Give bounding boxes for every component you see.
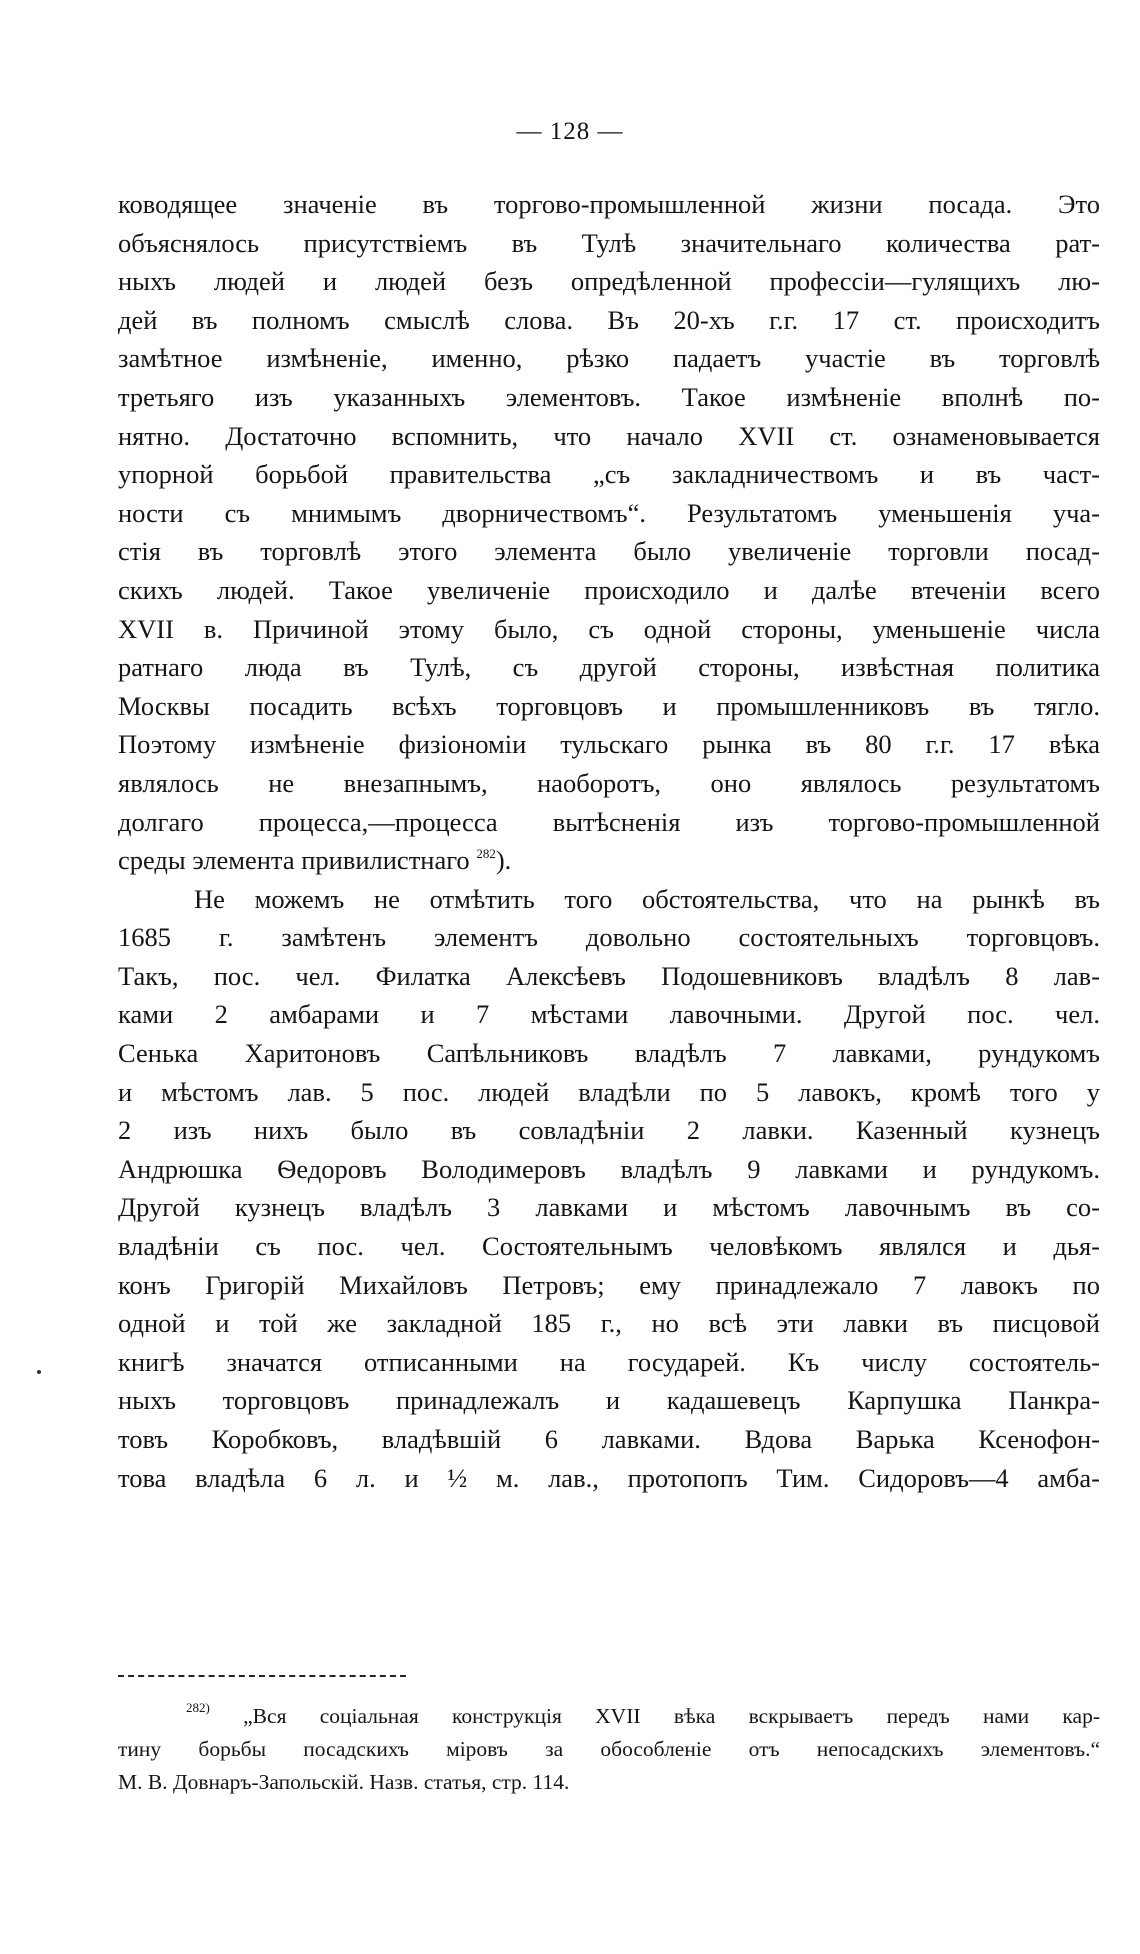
footnote-marker: 282) — [186, 1700, 210, 1715]
text-line: стія въ торговлѣ этого элемента было увеличеніе торговли посад- — [118, 536, 1100, 567]
text-line: одной и той же закладной 185 г., но всѣ эти лавки въ писцовой — [118, 1308, 1100, 1339]
footnote-text: „Вся соціальная конструкція XVII вѣка вскрываетъ передъ нами кар- — [243, 1704, 1100, 1728]
stray-dot — [37, 1370, 41, 1374]
text-line: упорной борьбой правительства „съ закладничествомъ и въ част- — [118, 459, 1100, 490]
text-line: замѣтное измѣненіе, именно, рѣзко падаетъ участіе въ торговлѣ — [118, 343, 1100, 374]
text-line: скихъ людей. Такое увеличеніе происходило и далѣе втеченіи всего — [118, 574, 1100, 605]
footnote-reference-suffix: ). — [495, 845, 512, 876]
text-line: 2 изъ нихъ было въ совладѣніи 2 лавки. Казенный кузнецъ — [118, 1115, 1100, 1146]
page-number: — 128 — — [516, 118, 624, 145]
text-line: третьяго изъ указанныхъ элементовъ. Такое измѣненіе вполнѣ по- — [118, 381, 1100, 412]
footnote-divider — [118, 1675, 406, 1677]
text-line: ности съ мнимымъ дворничествомъ“. Результатомъ уменьшенія уча- — [118, 497, 1100, 528]
text-line-content: среды элемента привилистнаго — [118, 845, 470, 876]
text-line: конъ Григорій Михайловъ Петровъ; ему принадлежало 7 лавокъ по — [118, 1269, 1100, 1300]
text-line: Поэтому измѣненіе физіономіи тульскаго рынка въ 80 г.г. 17 вѣка — [118, 729, 1100, 760]
text-line: объяснялось присутствіемъ въ Тулѣ значительнаго количества рат- — [118, 227, 1100, 258]
text-line: това владѣла 6 л. и ½ м. лав., протопопъ Тим. Сидоровъ—4 амба- — [118, 1462, 1100, 1493]
text-line: Другой кузнецъ владѣлъ 3 лавками и мѣстомъ лавочнымъ въ со- — [118, 1192, 1100, 1223]
text-line: ныхъ людей и людей безъ опредѣленной профессіи—гулящихъ лю- — [118, 266, 1100, 297]
footnote-reference: 282 — [476, 846, 496, 862]
text-line: товъ Коробковъ, владѣвшій 6 лавками. Вдова Варька Ксенофон- — [118, 1424, 1100, 1454]
text-line: являлось не внезапнымъ, наоборотъ, оно являлось результатомъ — [118, 767, 1100, 798]
footnote-line: тину борьбы посадскихъ міровъ за обособленіе отъ непосадскихъ элементовъ.“ — [118, 1737, 1100, 1761]
text-line: 1685 г. замѣтенъ элементъ довольно состоятельныхъ торговцовъ. — [118, 922, 1100, 953]
footnote-line: М. В. Довнаръ-Запольскій. Назв. статья, стр. 114. — [118, 1770, 570, 1794]
text-line: долгаго процесса,—процесса вытѣсненія изъ торгово-промышленной — [118, 806, 1100, 837]
text-line: Москвы посадить всѣхъ торговцовъ и промышленниковъ въ тягло. — [118, 690, 1100, 721]
text-line-paragraph-end — [118, 841, 1100, 880]
footnote-block — [118, 1700, 1100, 1799]
text-line: нятно. Достаточно вспомнить, что начало XVII ст. ознаменовывается — [118, 420, 1100, 451]
text-line: Такъ, пос. чел. Филатка Алексѣевъ Подошевниковъ владѣлъ 8 лав- — [118, 960, 1100, 991]
text-line: Сенька Харитоновъ Сапѣльниковъ владѣлъ 7 лавками, рундукомъ — [118, 1038, 1100, 1069]
body-text — [118, 185, 1100, 1497]
text-line: Андрюшка Ѳедоровъ Володимеровъ владѣлъ 9 лавками и рундукомъ. — [118, 1153, 1100, 1184]
text-line-paragraph-start: Не можемъ не отмѣтить того обстоятельства, что на рынкѣ въ — [194, 883, 1100, 914]
text-line: ками 2 амбарами и 7 мѣстами лавочными. Другой пос. чел. — [118, 999, 1100, 1030]
text-line: ныхъ торговцовъ принадлежалъ и кадашевецъ Карпушка Панкра- — [118, 1385, 1100, 1416]
text-line: и мѣстомъ лав. 5 пос. людей владѣли по 5 лавокъ, кромѣ того у — [118, 1076, 1100, 1107]
footnote-line — [118, 1700, 1100, 1733]
text-line: дей въ полномъ смыслѣ слова. Въ 20-хъ г.г. 17 ст. происходитъ — [118, 304, 1100, 335]
text-line: XVII в. Причиной этому было, съ одной стороны, уменьшеніе числа — [118, 613, 1100, 644]
text-line: ководящее значеніе въ торгово-промышленной жизни посада. Это — [118, 189, 1100, 219]
text-line: книгѣ значатся отписанными на государей. Къ числу состоятель- — [118, 1346, 1100, 1377]
text-line: ратнаго люда въ Тулѣ, съ другой стороны, извѣстная политика — [118, 652, 1100, 683]
text-line: владѣніи съ пос. чел. Состоятельнымъ человѣкомъ являлся и дья- — [118, 1231, 1100, 1262]
